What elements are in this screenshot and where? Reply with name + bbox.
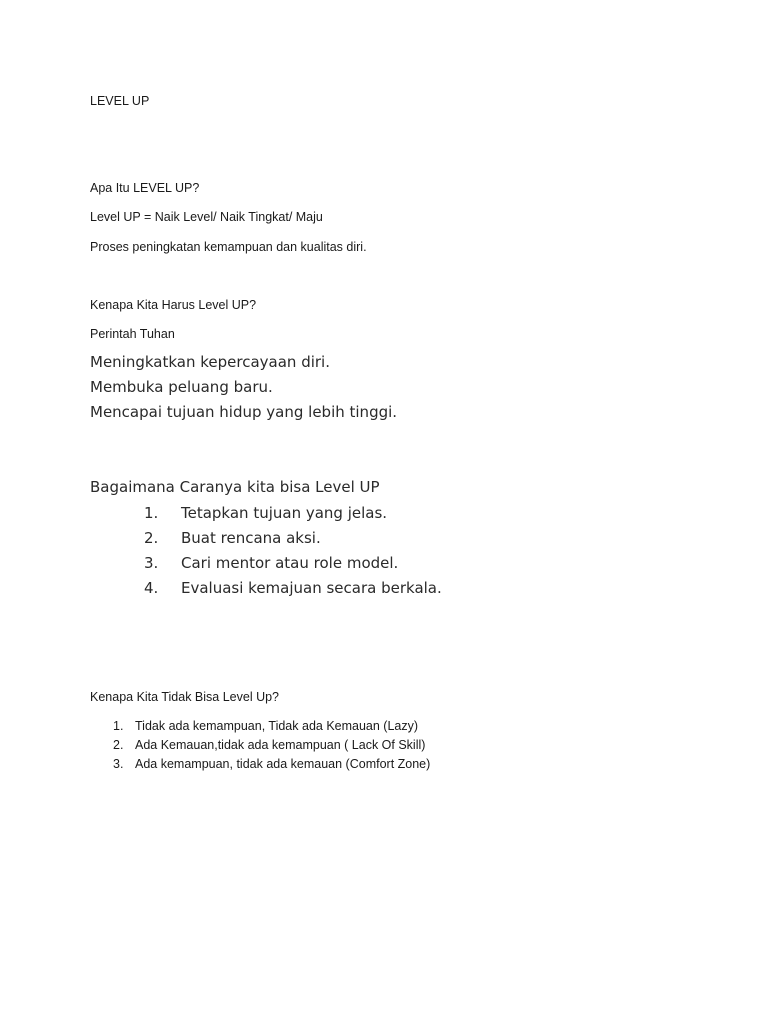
section2-point: Meningkatkan kepercayaan diri.	[90, 353, 330, 371]
list-item: Buat rencana aksi.	[181, 529, 321, 547]
list-item-number: 1.	[144, 504, 159, 522]
section1-heading: Apa Itu LEVEL UP?	[90, 181, 200, 195]
list-item-number: 4.	[144, 579, 159, 597]
section2-heading: Kenapa Kita Harus Level UP?	[90, 298, 257, 312]
section2-point: Mencapai tujuan hidup yang lebih tinggi.	[90, 403, 398, 421]
list-item-number: 3.	[144, 554, 159, 572]
list-item: Evaluasi kemajuan secara berkala.	[181, 579, 442, 597]
section3-heading: Bagaimana Caranya kita bisa Level UP	[90, 478, 380, 496]
list-item-number: 2.	[113, 738, 124, 752]
list-item-number: 2.	[144, 529, 159, 547]
section2-line1: Perintah Tuhan	[90, 327, 175, 341]
list-item: Tidak ada kemampuan, Tidak ada Kemauan (Lazy)	[135, 719, 419, 733]
list-item: Cari mentor atau role model.	[181, 554, 399, 572]
section1-line2: Proses peningkatan kemampuan dan kualitas diri.	[90, 240, 367, 254]
list-item: Ada Kemauan,tidak ada kemampuan ( Lack Of Skill)	[135, 738, 426, 752]
document-title: LEVEL UP	[90, 94, 150, 108]
list-item: Ada kemampuan, tidak ada kemauan (Comfort Zone)	[135, 757, 431, 771]
section2-point: Membuka peluang baru.	[90, 378, 273, 396]
list-item-number: 1.	[113, 719, 124, 733]
list-item: Tetapkan tujuan yang jelas.	[181, 504, 388, 522]
section4-heading: Kenapa Kita Tidak Bisa Level Up?	[90, 690, 280, 704]
list-item-number: 3.	[113, 757, 124, 771]
section1-line1: Level UP = Naik Level/ Naik Tingkat/ Maju	[90, 210, 323, 224]
